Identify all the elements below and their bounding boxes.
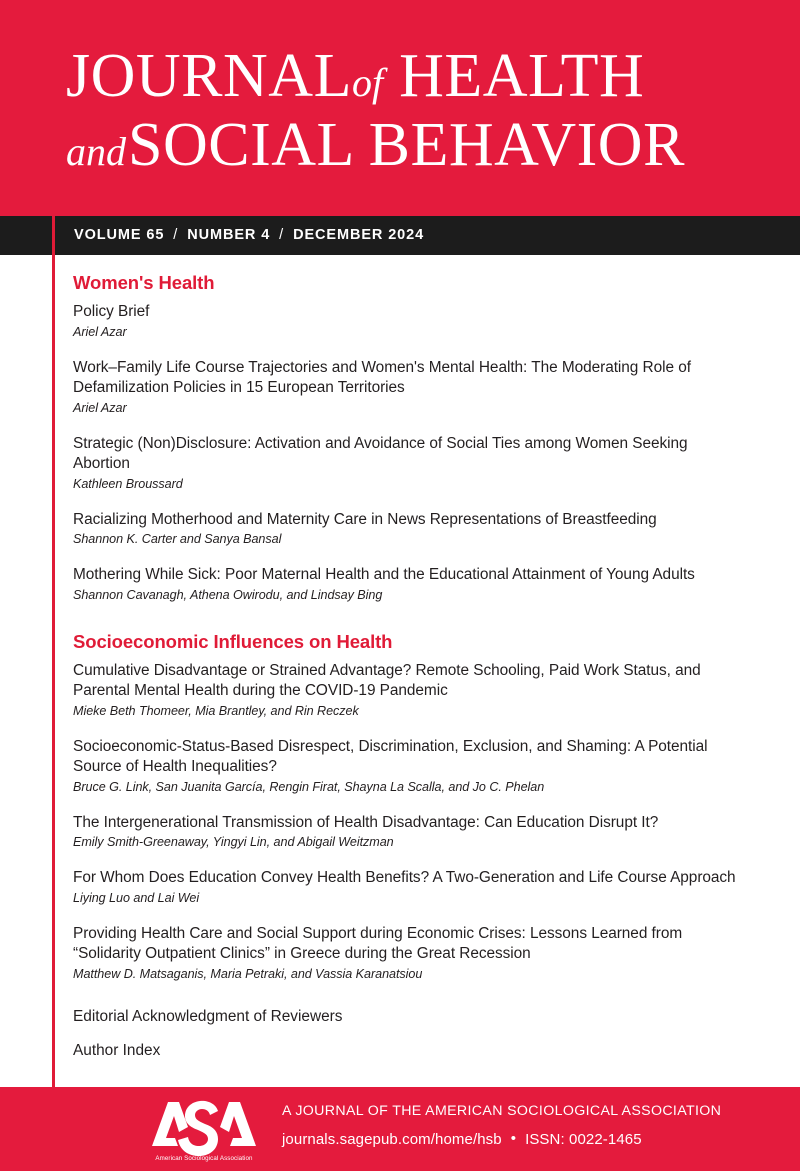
article-title: Strategic (Non)Disclosure: Activation and Avoidance of Social Ties among Women Seeking Abortion bbox=[73, 434, 688, 473]
volume-bar-separator-2: / bbox=[279, 227, 285, 243]
backmatter-item-editorial-acknowledgment[interactable]: Editorial Acknowledgment of Reviewers bbox=[73, 1007, 343, 1025]
toc-article[interactable] bbox=[73, 924, 745, 983]
footer-tagline: A JOURNAL OF THE AMERICAN SOCIOLOGICAL ASSOCIATION bbox=[282, 1103, 722, 1119]
footer-url[interactable]: journals.sagepub.com/home/hsb bbox=[282, 1131, 502, 1149]
article-title: Mothering While Sick: Poor Maternal Health and the Educational Attainment of Young Adults bbox=[73, 566, 695, 584]
asa-logo-caption: American Sociological Association bbox=[155, 1155, 253, 1162]
article-title: Racializing Motherhood and Maternity Care in News Representations of Breastfeeding bbox=[73, 510, 657, 528]
section-heading-socioeconomic-influences: Socioeconomic Influences on Health bbox=[73, 630, 393, 652]
article-authors: Ariel Azar bbox=[73, 324, 127, 339]
masthead-of-word: of bbox=[351, 60, 384, 105]
toc-article[interactable] bbox=[73, 737, 745, 796]
toc-article[interactable] bbox=[73, 868, 745, 906]
date-label: DECEMBER 2024 bbox=[293, 227, 425, 243]
masthead-journal-word: JOURNAL bbox=[66, 42, 352, 110]
volume-bar bbox=[0, 216, 800, 255]
masthead-line-2 bbox=[66, 110, 766, 179]
volume-label: VOLUME 65 bbox=[74, 227, 165, 243]
toc-article[interactable] bbox=[73, 434, 745, 493]
backmatter-item-author-index[interactable]: Author Index bbox=[73, 1042, 161, 1060]
asa-logo bbox=[148, 1096, 260, 1162]
article-authors: Mieke Beth Thomeer, Mia Brantley, and Rin Reczek bbox=[73, 703, 359, 718]
article-title: Policy Brief bbox=[73, 303, 150, 321]
footer-separator-dot: • bbox=[510, 1130, 517, 1148]
footer-issn: ISSN: 0022-1465 bbox=[525, 1131, 642, 1149]
masthead-and-word: and bbox=[66, 128, 126, 174]
footer-url-line bbox=[282, 1131, 752, 1149]
article-authors: Emily Smith-Greenaway, Yingyi Lin, and Abigail Weitzman bbox=[73, 835, 394, 850]
article-title: Providing Health Care and Social Support during Economic Crises: Lessons Learned from “Solidarity Outpatient Clinics” in Greece during the Great Recession bbox=[73, 924, 683, 963]
masthead-health-word: HEALTH bbox=[399, 42, 645, 110]
article-title: Work–Family Life Course Trajectories and Women's Mental Health: The Moderating Role of Defamilization Policies in 15 European Territories bbox=[73, 358, 691, 397]
toc-article[interactable] bbox=[73, 358, 745, 417]
article-authors: Liying Luo and Lai Wei bbox=[73, 890, 200, 905]
article-authors: Kathleen Broussard bbox=[73, 476, 183, 491]
section-heading-womens-health: Women's Health bbox=[73, 272, 215, 293]
masthead-line-1 bbox=[66, 42, 766, 110]
toc-article[interactable] bbox=[73, 302, 745, 340]
masthead-social-behavior-word: SOCIAL BEHAVIOR bbox=[128, 110, 685, 179]
masthead-banner bbox=[0, 0, 800, 216]
article-title: Socioeconomic-Status-Based Disrespect, Discrimination, Exclusion, and Shaming: A Potential Source of Health Inequalities? bbox=[73, 737, 708, 776]
article-authors: Shannon K. Carter and Sanya Bansal bbox=[73, 532, 282, 547]
article-title: The Intergenerational Transmission of Health Disadvantage: Can Education Disrupt It? bbox=[73, 813, 659, 831]
toc-article[interactable] bbox=[73, 813, 745, 851]
volume-bar-text bbox=[74, 216, 424, 255]
article-title: For Whom Does Education Convey Health Benefits? A Two-Generation and Life Course Approach bbox=[73, 869, 736, 887]
toc-article[interactable] bbox=[73, 661, 745, 720]
number-label: NUMBER 4 bbox=[187, 227, 271, 243]
masthead-title-block bbox=[66, 42, 766, 179]
article-authors: Ariel Azar bbox=[73, 400, 127, 415]
article-authors: Matthew D. Matsaganis, Maria Petraki, and Vassia Karanatsiou bbox=[73, 966, 423, 981]
article-authors: Bruce G. Link, San Juanita García, Rengin Firat, Shayna La Scalla, and Jo C. Phelan bbox=[73, 779, 545, 794]
article-title: Cumulative Disadvantage or Strained Advantage? Remote Schooling, Paid Work Status, and Parental Mental Health during the COVID-19 Pandemic bbox=[73, 661, 701, 700]
toc-article[interactable] bbox=[73, 510, 745, 548]
table-of-contents bbox=[73, 272, 745, 1076]
left-red-rule bbox=[52, 216, 55, 1087]
footer-text-block bbox=[282, 1103, 752, 1149]
toc-article[interactable] bbox=[73, 565, 745, 603]
volume-bar-separator-1: / bbox=[173, 227, 179, 243]
article-authors: Shannon Cavanagh, Athena Owirodu, and Lindsay Bing bbox=[73, 587, 383, 602]
backmatter-list bbox=[73, 1007, 745, 1062]
